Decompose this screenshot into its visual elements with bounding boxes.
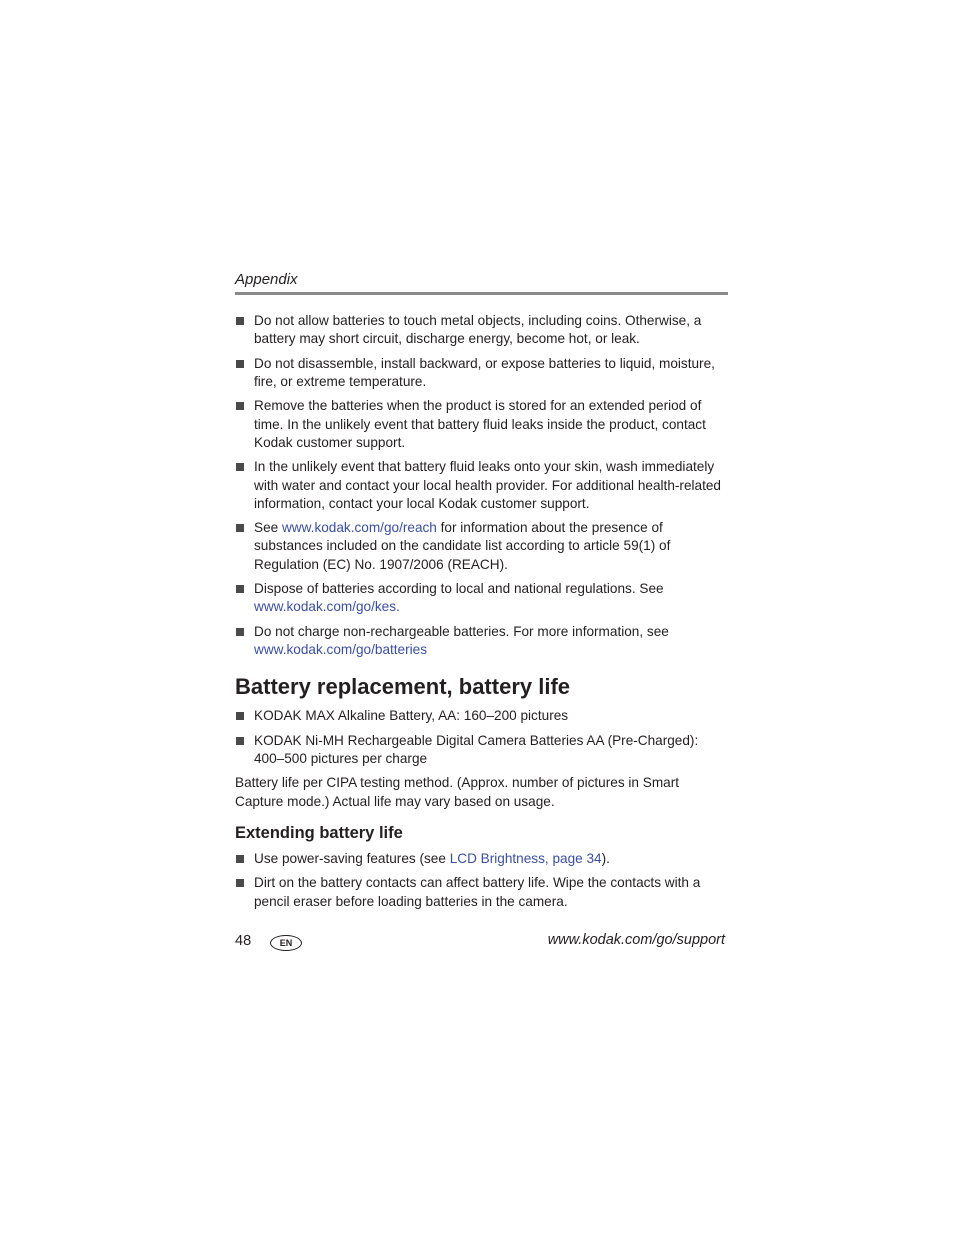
square-bullet-icon xyxy=(236,879,244,887)
list-item xyxy=(235,850,728,868)
item-text: for information about the presence of substances included on the candidate list according to article 59(1) of Regulation (EC) No. 1907/2006 (REACH). xyxy=(254,520,671,572)
extending-list xyxy=(235,850,728,911)
square-bullet-icon xyxy=(236,712,244,720)
square-bullet-icon xyxy=(236,317,244,325)
reference-link[interactable]: www.kodak.com/go/kes. xyxy=(254,599,400,615)
item-text: Do not charge non-rechargeable batteries. For more information, see xyxy=(254,623,669,639)
replacement-heading: Battery replacement, battery life xyxy=(235,674,571,700)
list-item xyxy=(235,312,728,348)
item-text: Remove the batteries when the product is stored for an extended period of time. In the unlikely event that battery fluid leaks inside the product, contact Kodak customer support. xyxy=(254,398,706,450)
item-text: KODAK Ni-MH Rechargeable Digital Camera Batteries AA (Pre-Charged): 400–500 pictures per charge xyxy=(254,732,699,766)
square-bullet-icon xyxy=(236,855,244,863)
battery-life-list xyxy=(235,707,728,768)
item-text: See xyxy=(254,520,282,536)
reference-link[interactable]: www.kodak.com/go/reach xyxy=(281,520,437,536)
square-bullet-icon xyxy=(236,402,244,410)
battery-life-note: Battery life per CIPA testing method. (Approx. number of pictures in Smart Capture mode.) Actual life may vary based on usage. xyxy=(235,775,680,809)
item-text: KODAK MAX Alkaline Battery, AA: 160–200 pictures xyxy=(254,708,569,724)
page-content xyxy=(235,312,728,917)
reference-link[interactable]: LCD Brightness, page 34 xyxy=(449,850,602,866)
list-item xyxy=(235,519,728,574)
page-footer xyxy=(235,931,728,953)
list-item xyxy=(235,623,728,659)
section-label: Appendix xyxy=(235,271,298,288)
list-item xyxy=(235,458,728,513)
item-text: Dispose of batteries according to local and national regulations. See xyxy=(254,581,664,597)
reference-link[interactable]: www.kodak.com/go/batteries xyxy=(254,642,428,658)
square-bullet-icon xyxy=(236,524,244,532)
square-bullet-icon xyxy=(236,585,244,593)
list-item xyxy=(235,397,728,452)
list-item xyxy=(235,874,728,910)
page-number: 48 xyxy=(235,933,252,949)
language-badge-icon: EN xyxy=(270,935,302,951)
square-bullet-icon xyxy=(236,463,244,471)
header-rule xyxy=(235,292,728,295)
item-text: Do not disassemble, install backward, or expose batteries to liquid, moisture, fire, or extreme temperature. xyxy=(254,355,715,389)
square-bullet-icon xyxy=(236,360,244,368)
item-text: Use power-saving features (see xyxy=(254,850,450,866)
extending-heading: Extending battery life xyxy=(235,823,403,842)
item-text: In the unlikely event that battery fluid leaks onto your skin, wash immediately with water and contact your local health provider. For additional health-related information, contact your local Kodak customer support. xyxy=(254,459,721,511)
list-item xyxy=(235,707,728,725)
page-header xyxy=(235,270,728,290)
battery-safety-list xyxy=(235,312,728,659)
list-item xyxy=(235,355,728,391)
item-text: Do not allow batteries to touch metal objects, including coins. Otherwise, a battery may short circuit, discharge energy, become hot, or leak. xyxy=(254,313,702,347)
item-text: Dirt on the battery contacts can affect battery life. Wipe the contacts with a pencil eraser before loading batteries in the camera. xyxy=(254,875,701,909)
list-item xyxy=(235,732,728,768)
square-bullet-icon xyxy=(236,628,244,636)
footer-website: www.kodak.com/go/support xyxy=(547,932,725,948)
list-item xyxy=(235,580,728,616)
square-bullet-icon xyxy=(236,737,244,745)
item-text: ). xyxy=(601,850,610,866)
